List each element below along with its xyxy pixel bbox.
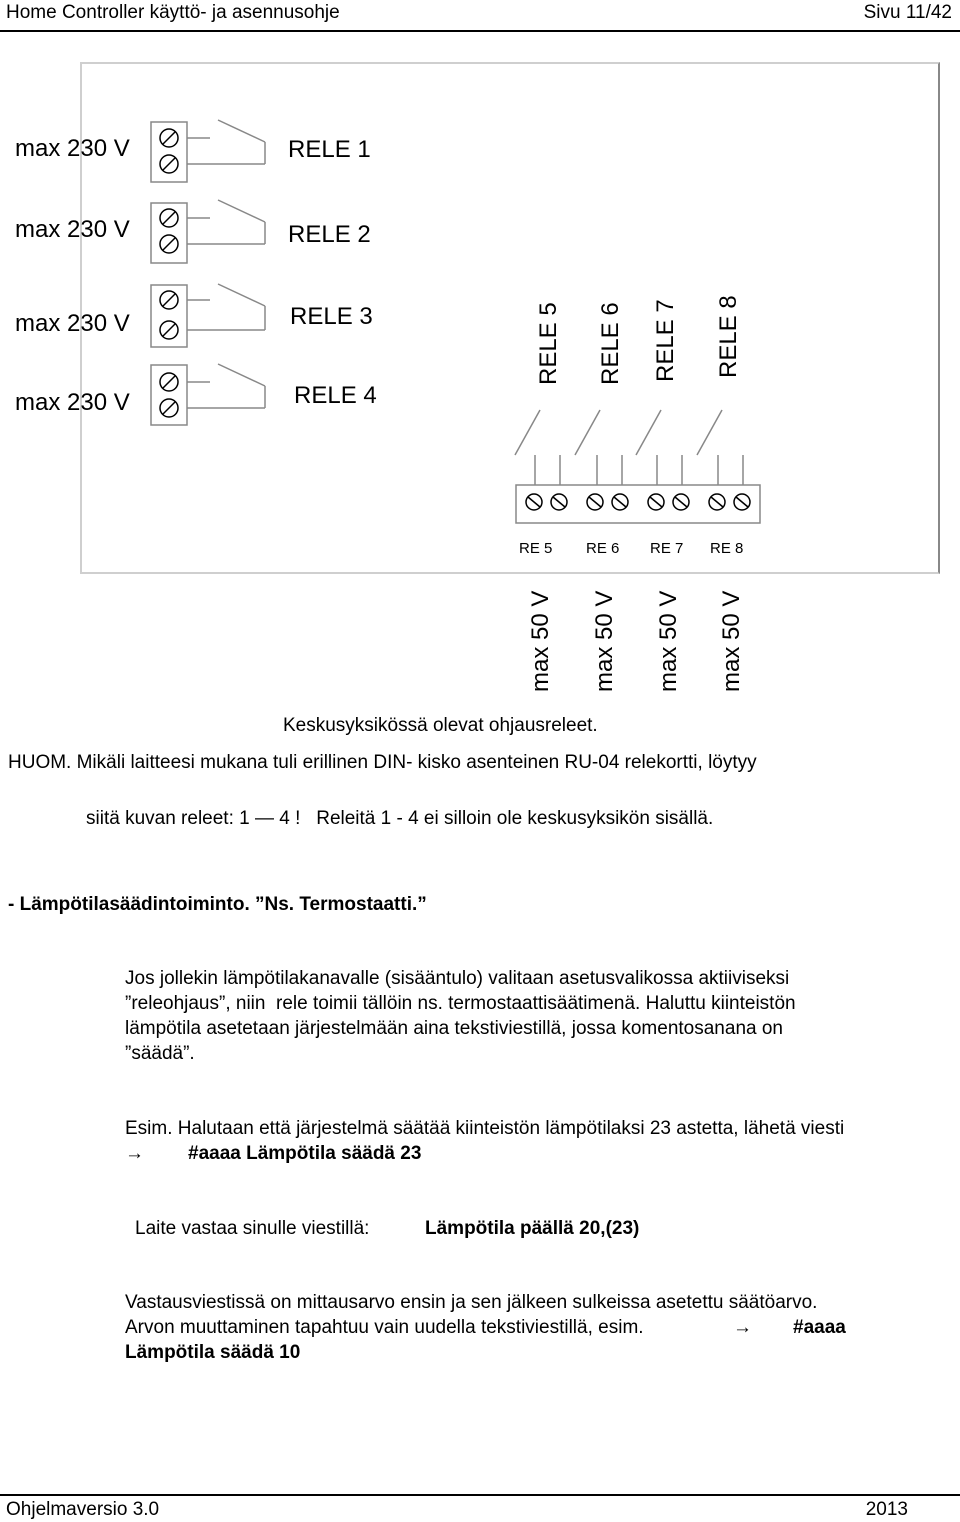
relay-8-label: RELE 8: [715, 295, 742, 378]
relay-4-label: RELE 4: [294, 382, 377, 409]
low-voltage-6: max 50 V: [591, 590, 618, 692]
document-title: Home Controller käyttö- ja asennusohje: [6, 2, 340, 23]
example-text: Esim. Halutaan että järjestelmä säätää kiinteistön lämpötilaksi 23 astetta, lähetä viesti: [125, 1118, 845, 1139]
footer-year: 2013: [865, 1499, 908, 1520]
relay-7-label: RELE 7: [652, 299, 679, 382]
low-voltage-5: max 50 V: [527, 590, 554, 692]
paragraph-line-1: Jos jollekin lämpötilakanavalle (sisääntulo) valitaan asetusvalikossa aktiiviseksi: [125, 968, 790, 989]
example-command: #aaaa Lämpötila säädä 23: [188, 1143, 422, 1164]
relay-3-label: RELE 3: [290, 303, 373, 330]
terminal-label-5: RE 5: [519, 540, 553, 557]
terminal-block-3: [151, 284, 265, 347]
arrow-icon: →: [125, 1143, 144, 1164]
relay-6-label: RELE 6: [597, 302, 624, 385]
relay-diagram-drawing: [0, 0, 960, 700]
low-voltage-7: max 50 V: [655, 590, 682, 692]
relay-2-label: RELE 2: [288, 221, 371, 248]
low-voltage-8: max 50 V: [718, 590, 745, 692]
relay-1-label: RELE 1: [288, 136, 371, 163]
relay-3-voltage: max 230 V: [15, 310, 130, 337]
note-line-1: HUOM. Mikäli laitteesi mukana tuli erillinen DIN- kisko asenteinen RU-04 relekortti, löytyy: [8, 752, 757, 773]
footer-version: Ohjelmaversio 3.0: [6, 1499, 160, 1520]
terminal-label-8: RE 8: [710, 540, 744, 557]
note-line-2: siitä kuvan releet: 1 — 4 ! Releitä 1 - 4 ei silloin ole keskusyksikön sisällä.: [86, 808, 714, 829]
diagram-caption: Keskusyksikössä olevat ohjausreleet.: [283, 715, 598, 736]
closing-line-1: Vastausviestissä on mittausarvo ensin ja sen jälkeen sulkeissa asetettu säätöarvo.: [125, 1292, 818, 1313]
terminal-label-6: RE 6: [586, 540, 620, 557]
terminal-strip: [516, 485, 760, 523]
paragraph-line-4: ”säädä”.: [125, 1043, 195, 1064]
switch-symbols: [515, 410, 743, 485]
footer-rule: [0, 1494, 960, 1496]
terminal-block-4: [151, 364, 265, 425]
paragraph-line-3: lämpötila asetetaan järjestelmään aina tekstiviestillä, jossa komentosanana on: [125, 1018, 783, 1039]
closing-line-2: Arvon muuttaminen tapahtuu vain uudella tekstiviestillä, esim.: [125, 1317, 644, 1338]
terminal-block-2: [151, 200, 265, 263]
reply-label: Laite vastaa sinulle viestillä:: [135, 1218, 370, 1239]
reply-value: Lämpötila päällä 20,(23): [425, 1218, 640, 1239]
relay-2-voltage: max 230 V: [15, 216, 130, 243]
closing-command-tag: #aaaa: [793, 1317, 846, 1338]
terminal-label-7: RE 7: [650, 540, 684, 557]
terminal-block-1: [151, 120, 265, 182]
relay-1-voltage: max 230 V: [15, 135, 130, 162]
page-number: Sivu 11/42: [863, 2, 952, 23]
relay-5-label: RELE 5: [535, 302, 562, 385]
relay-4-voltage: max 230 V: [15, 389, 130, 416]
paragraph-line-2: ”releohjaus”, niin rele toimii tällöin ns. termostaattisäätimenä. Haluttu kiinteistön: [125, 993, 796, 1014]
closing-command: Lämpötila säädä 10: [125, 1342, 301, 1363]
arrow-icon: →: [733, 1317, 752, 1338]
section-heading: - Lämpötilasäädintoiminto. ”Ns. Termostaatti.”: [8, 894, 427, 915]
